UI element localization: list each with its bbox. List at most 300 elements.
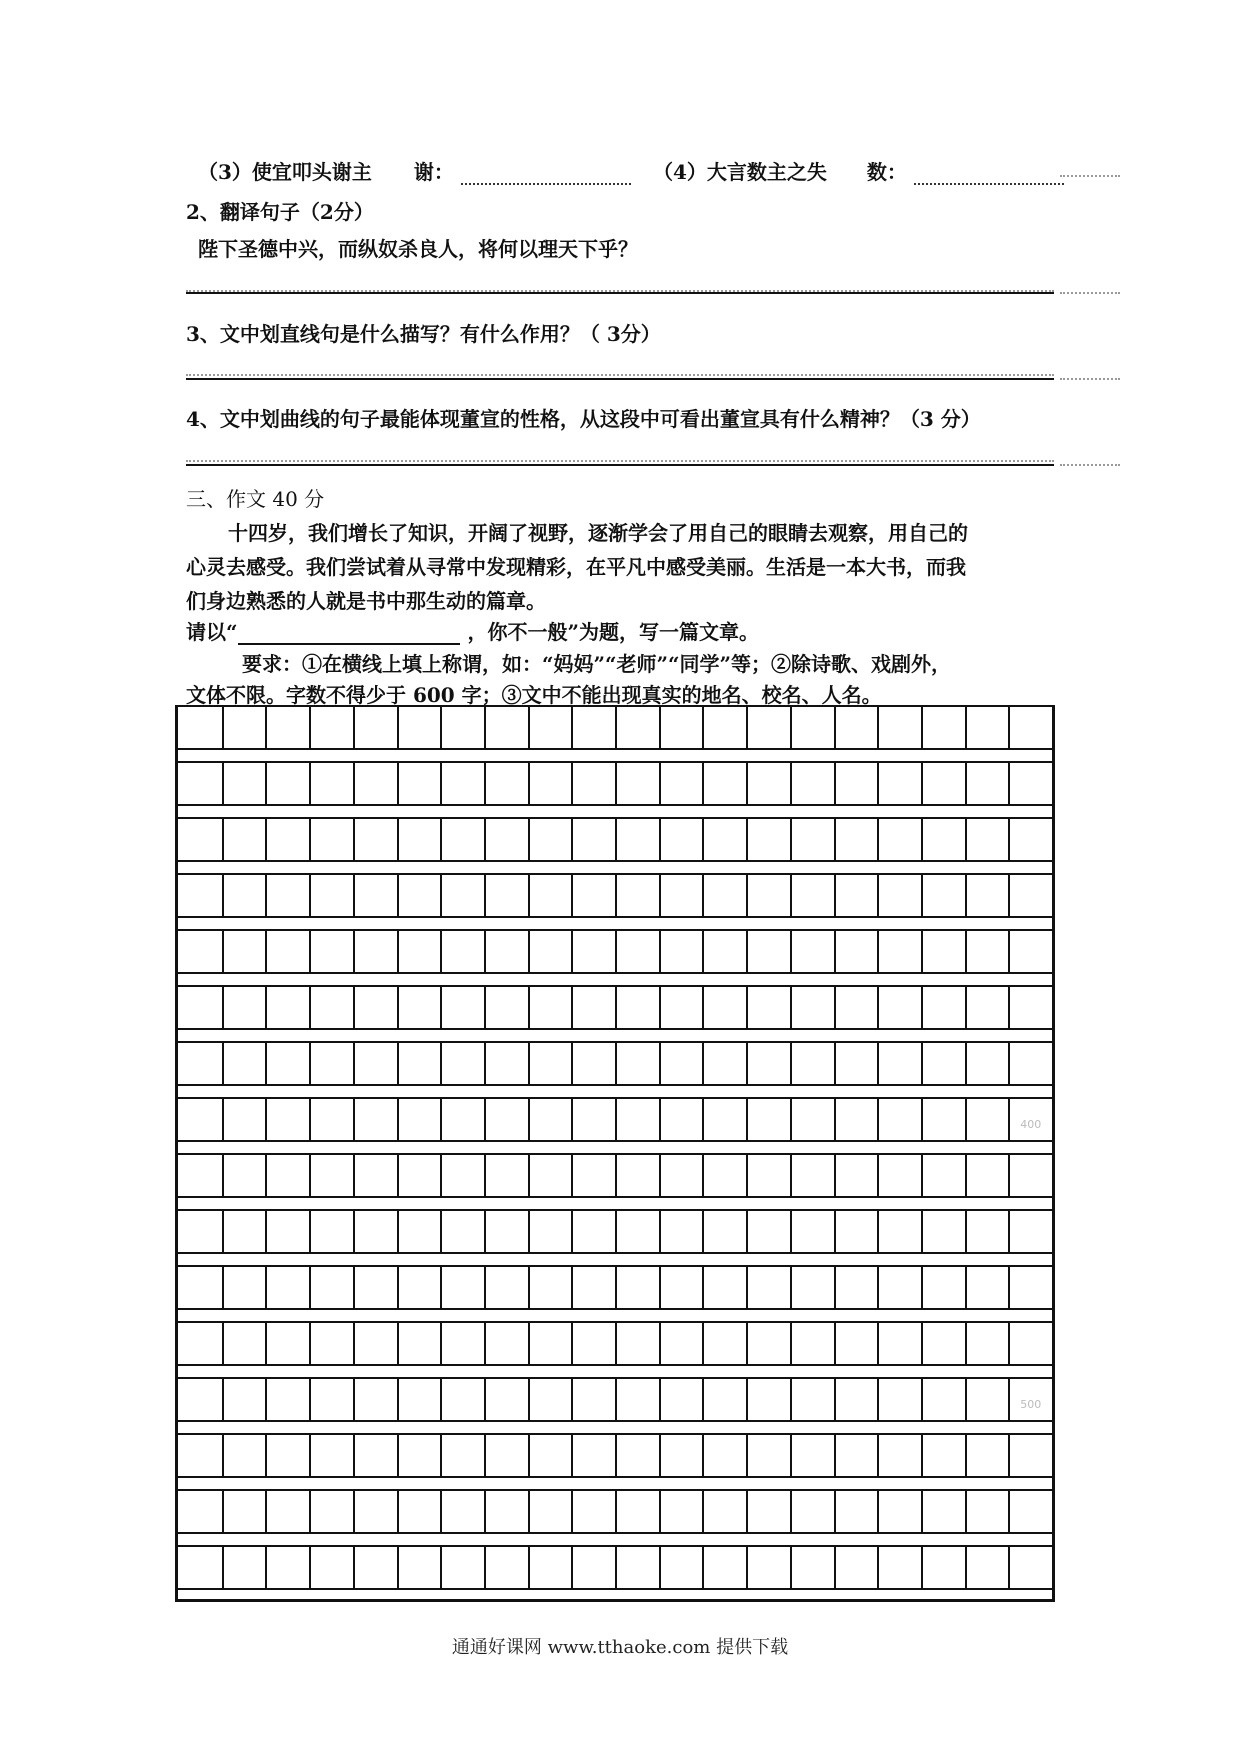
grid-cell[interactable] xyxy=(397,1379,441,1420)
grid-cell[interactable] xyxy=(965,1043,1009,1084)
grid-cell[interactable] xyxy=(397,1547,441,1588)
grid-cell[interactable] xyxy=(921,1435,965,1476)
grid-cell[interactable] xyxy=(790,1043,834,1084)
grid-cell[interactable] xyxy=(702,987,746,1028)
grid-cell[interactable] xyxy=(965,1323,1009,1364)
grid-cell[interactable] xyxy=(265,1491,309,1532)
grid-cell[interactable] xyxy=(353,931,397,972)
grid-cell[interactable] xyxy=(440,1379,484,1420)
grid-cell[interactable] xyxy=(615,1491,659,1532)
grid-cell[interactable] xyxy=(1008,1211,1052,1252)
essay-title-blank[interactable] xyxy=(238,625,460,645)
grid-cell[interactable] xyxy=(571,875,615,916)
grid-cell[interactable] xyxy=(528,1323,572,1364)
grid-cell[interactable] xyxy=(965,1267,1009,1308)
grid-cell[interactable] xyxy=(659,1155,703,1196)
grid-cell[interactable] xyxy=(834,819,878,860)
grid-cell[interactable] xyxy=(659,1267,703,1308)
grid-cell[interactable] xyxy=(484,1267,528,1308)
grid-cell[interactable] xyxy=(222,1323,266,1364)
grid-cell[interactable] xyxy=(528,1043,572,1084)
grid-cell[interactable] xyxy=(309,1323,353,1364)
grid-cell[interactable] xyxy=(353,1379,397,1420)
grid-cell[interactable] xyxy=(397,763,441,804)
grid-cell[interactable] xyxy=(222,987,266,1028)
grid-cell[interactable] xyxy=(484,875,528,916)
grid-cell[interactable] xyxy=(178,1547,222,1588)
grid-cell[interactable] xyxy=(484,1435,528,1476)
grid-cell[interactable] xyxy=(397,1099,441,1140)
grid-cell[interactable] xyxy=(265,875,309,916)
grid-cell[interactable] xyxy=(309,1043,353,1084)
grid-cell[interactable] xyxy=(1008,1323,1052,1364)
grid-cell[interactable] xyxy=(746,875,790,916)
grid-cell[interactable] xyxy=(178,1099,222,1140)
grid-cell[interactable] xyxy=(222,1155,266,1196)
grid-cell[interactable] xyxy=(790,1491,834,1532)
grid-cell[interactable] xyxy=(877,1491,921,1532)
grid-cell[interactable] xyxy=(659,875,703,916)
grid-cell[interactable] xyxy=(309,707,353,748)
writing-grid[interactable] xyxy=(175,705,1055,1602)
grid-cell[interactable] xyxy=(877,1323,921,1364)
grid-cell[interactable] xyxy=(1008,1435,1052,1476)
grid-cell[interactable] xyxy=(309,1379,353,1420)
grid-cell[interactable] xyxy=(965,1099,1009,1140)
grid-cell[interactable] xyxy=(528,1099,572,1140)
grid-cell[interactable] xyxy=(965,1491,1009,1532)
grid-cell[interactable] xyxy=(659,763,703,804)
grid-cell[interactable] xyxy=(702,1547,746,1588)
grid-cell[interactable] xyxy=(921,1379,965,1420)
grid-cell[interactable] xyxy=(440,1043,484,1084)
grid-cell[interactable] xyxy=(746,1267,790,1308)
grid-cell[interactable] xyxy=(222,1267,266,1308)
grid-cell[interactable] xyxy=(702,1323,746,1364)
grid-cell[interactable] xyxy=(397,819,441,860)
grid-cell[interactable] xyxy=(222,819,266,860)
grid-cell[interactable] xyxy=(484,1155,528,1196)
grid-cell[interactable] xyxy=(353,1435,397,1476)
grid-cell[interactable] xyxy=(702,1211,746,1252)
grid-cell[interactable] xyxy=(571,1211,615,1252)
grid-cell[interactable] xyxy=(965,1155,1009,1196)
grid-cell[interactable] xyxy=(440,763,484,804)
grid-cell[interactable] xyxy=(790,763,834,804)
grid-cell[interactable] xyxy=(178,1491,222,1532)
grid-cell[interactable] xyxy=(790,1323,834,1364)
grid-cell[interactable] xyxy=(440,931,484,972)
grid-cell[interactable] xyxy=(965,1211,1009,1252)
grid-cell[interactable] xyxy=(484,931,528,972)
grid-cell[interactable] xyxy=(178,1267,222,1308)
grid-cell[interactable] xyxy=(965,875,1009,916)
grid-cell[interactable] xyxy=(222,1211,266,1252)
grid-cell[interactable] xyxy=(834,1043,878,1084)
grid-cell[interactable] xyxy=(659,707,703,748)
grid-cell[interactable] xyxy=(265,1323,309,1364)
grid-cell[interactable] xyxy=(571,1435,615,1476)
grid-cell[interactable] xyxy=(178,1043,222,1084)
grid-cell[interactable] xyxy=(877,1267,921,1308)
grid-cell[interactable] xyxy=(921,763,965,804)
grid-cell[interactable] xyxy=(440,1155,484,1196)
grid-cell[interactable] xyxy=(790,875,834,916)
grid-cell[interactable] xyxy=(746,763,790,804)
grid-cell[interactable] xyxy=(834,1547,878,1588)
grid-cell[interactable] xyxy=(528,1547,572,1588)
grid-cell[interactable] xyxy=(484,1043,528,1084)
grid-cell[interactable] xyxy=(353,707,397,748)
grid-cell[interactable] xyxy=(877,707,921,748)
grid-cell[interactable] xyxy=(178,1379,222,1420)
grid-cell[interactable] xyxy=(265,1211,309,1252)
grid-cell[interactable] xyxy=(265,763,309,804)
grid-cell[interactable] xyxy=(746,1099,790,1140)
grid-cell[interactable] xyxy=(222,763,266,804)
grid-cell[interactable] xyxy=(440,819,484,860)
grid-cell[interactable] xyxy=(484,1547,528,1588)
grid-cell[interactable] xyxy=(178,875,222,916)
grid-cell[interactable] xyxy=(790,1547,834,1588)
grid-cell[interactable] xyxy=(877,763,921,804)
grid-cell[interactable] xyxy=(528,987,572,1028)
grid-cell[interactable] xyxy=(571,819,615,860)
grid-cell[interactable] xyxy=(1008,987,1052,1028)
grid-cell[interactable] xyxy=(659,1211,703,1252)
grid-cell[interactable] xyxy=(571,1043,615,1084)
grid-cell[interactable] xyxy=(965,987,1009,1028)
grid-cell[interactable] xyxy=(265,931,309,972)
grid-cell[interactable] xyxy=(659,1379,703,1420)
grid-cell[interactable] xyxy=(965,763,1009,804)
grid-cell[interactable] xyxy=(440,1211,484,1252)
grid-cell[interactable] xyxy=(353,1155,397,1196)
grid-cell[interactable] xyxy=(440,987,484,1028)
grid-cell[interactable] xyxy=(484,1491,528,1532)
grid-cell[interactable] xyxy=(397,1435,441,1476)
grid-cell[interactable] xyxy=(615,1043,659,1084)
grid-cell[interactable] xyxy=(702,763,746,804)
grid-cell[interactable] xyxy=(397,1267,441,1308)
grid-cell[interactable] xyxy=(921,1211,965,1252)
grid-cell[interactable] xyxy=(265,1379,309,1420)
grid-cell[interactable] xyxy=(178,1155,222,1196)
grid-cell[interactable] xyxy=(1008,707,1052,748)
grid-cell[interactable] xyxy=(1008,1155,1052,1196)
grid-cell[interactable] xyxy=(571,1267,615,1308)
grid-cell[interactable] xyxy=(746,1379,790,1420)
grid-cell[interactable] xyxy=(309,1435,353,1476)
grid-cell[interactable] xyxy=(834,1323,878,1364)
grid-cell[interactable] xyxy=(265,1099,309,1140)
grid-cell[interactable] xyxy=(659,819,703,860)
grid-cell[interactable] xyxy=(702,1491,746,1532)
grid-cell[interactable] xyxy=(834,707,878,748)
grid-cell[interactable] xyxy=(615,1267,659,1308)
grid-cell[interactable] xyxy=(615,1099,659,1140)
grid-cell[interactable] xyxy=(571,763,615,804)
grid-cell[interactable] xyxy=(222,1491,266,1532)
grid-cell[interactable] xyxy=(877,875,921,916)
grid-cell[interactable] xyxy=(746,1043,790,1084)
grid-cell[interactable] xyxy=(702,875,746,916)
grid-cell[interactable] xyxy=(484,819,528,860)
grid-cell[interactable] xyxy=(309,1267,353,1308)
grid-cell[interactable] xyxy=(746,931,790,972)
grid-cell[interactable] xyxy=(440,1323,484,1364)
grid-cell[interactable] xyxy=(965,1435,1009,1476)
grid-cell[interactable] xyxy=(659,1491,703,1532)
grid-cell[interactable] xyxy=(353,1547,397,1588)
grid-cell[interactable] xyxy=(571,1155,615,1196)
grid-cell[interactable] xyxy=(353,1267,397,1308)
grid-cell[interactable] xyxy=(528,763,572,804)
grid-cell[interactable] xyxy=(265,707,309,748)
grid-cell[interactable] xyxy=(222,1043,266,1084)
grid-cell[interactable] xyxy=(790,1155,834,1196)
grid-cell[interactable] xyxy=(659,987,703,1028)
grid-cell[interactable] xyxy=(746,819,790,860)
grid-cell[interactable] xyxy=(353,1323,397,1364)
grid-cell[interactable] xyxy=(921,1267,965,1308)
grid-cell[interactable] xyxy=(702,1267,746,1308)
grid-cell[interactable] xyxy=(659,1099,703,1140)
grid-cell[interactable] xyxy=(484,1379,528,1420)
grid-cell[interactable] xyxy=(528,875,572,916)
grid-cell[interactable] xyxy=(178,819,222,860)
grid-cell[interactable] xyxy=(397,875,441,916)
grid-cell[interactable] xyxy=(746,1323,790,1364)
grid-cell[interactable] xyxy=(921,1491,965,1532)
grid-cell[interactable] xyxy=(615,1547,659,1588)
grid-cell[interactable] xyxy=(440,1267,484,1308)
grid-cell[interactable] xyxy=(834,1211,878,1252)
grid-cell[interactable] xyxy=(921,987,965,1028)
grid-cell[interactable] xyxy=(309,1211,353,1252)
grid-cell[interactable] xyxy=(702,1435,746,1476)
grid-cell[interactable] xyxy=(746,1435,790,1476)
grid-cell[interactable] xyxy=(615,1211,659,1252)
grid-cell[interactable] xyxy=(615,987,659,1028)
grid-cell[interactable] xyxy=(440,1099,484,1140)
grid-cell[interactable] xyxy=(746,987,790,1028)
grid-cell[interactable] xyxy=(659,1323,703,1364)
grid-cell[interactable] xyxy=(178,987,222,1028)
grid-cell[interactable] xyxy=(834,1435,878,1476)
grid-cell[interactable] xyxy=(309,1491,353,1532)
grid-cell[interactable] xyxy=(877,1155,921,1196)
grid-cell[interactable] xyxy=(834,875,878,916)
grid-cell[interactable] xyxy=(921,931,965,972)
grid-cell[interactable] xyxy=(571,1379,615,1420)
grid-cell[interactable] xyxy=(702,1099,746,1140)
grid-cell[interactable] xyxy=(746,707,790,748)
grid-cell[interactable] xyxy=(222,1379,266,1420)
grid-cell[interactable] xyxy=(484,763,528,804)
grid-cell[interactable] xyxy=(965,707,1009,748)
grid-cell[interactable] xyxy=(615,819,659,860)
grid-cell[interactable] xyxy=(265,1435,309,1476)
grid-cell[interactable] xyxy=(790,819,834,860)
grid-cell[interactable] xyxy=(659,1043,703,1084)
grid-cell[interactable] xyxy=(178,763,222,804)
grid-cell[interactable] xyxy=(178,1435,222,1476)
grid-cell[interactable] xyxy=(397,707,441,748)
grid-cell[interactable] xyxy=(1008,1491,1052,1532)
grid-cell[interactable] xyxy=(790,1211,834,1252)
grid-cell[interactable] xyxy=(1008,763,1052,804)
grid-cell[interactable] xyxy=(965,1379,1009,1420)
grid-cell[interactable] xyxy=(921,875,965,916)
grid-cell[interactable] xyxy=(834,987,878,1028)
grid-cell[interactable] xyxy=(790,931,834,972)
grid-cell[interactable] xyxy=(790,987,834,1028)
grid-cell[interactable] xyxy=(877,819,921,860)
grid-cell[interactable] xyxy=(484,1323,528,1364)
grid-cell[interactable] xyxy=(877,1435,921,1476)
q1-item4-blank[interactable] xyxy=(914,165,1064,185)
grid-cell[interactable] xyxy=(309,931,353,972)
grid-cell[interactable] xyxy=(571,1547,615,1588)
grid-cell[interactable] xyxy=(353,763,397,804)
grid-cell[interactable] xyxy=(702,1043,746,1084)
grid-cell[interactable] xyxy=(921,1155,965,1196)
grid-cell[interactable] xyxy=(353,1491,397,1532)
grid-cell[interactable] xyxy=(309,1155,353,1196)
q3-answer-line[interactable] xyxy=(186,378,1054,380)
grid-cell[interactable] xyxy=(834,1379,878,1420)
grid-cell[interactable] xyxy=(921,707,965,748)
grid-cell[interactable] xyxy=(834,931,878,972)
grid-cell[interactable] xyxy=(790,1379,834,1420)
grid-cell[interactable] xyxy=(528,931,572,972)
grid-cell[interactable] xyxy=(702,819,746,860)
grid-cell[interactable] xyxy=(965,819,1009,860)
grid-cell[interactable] xyxy=(484,1099,528,1140)
grid-cell[interactable] xyxy=(877,1099,921,1140)
grid-cell[interactable] xyxy=(1008,819,1052,860)
grid-cell[interactable] xyxy=(877,1043,921,1084)
grid-cell[interactable] xyxy=(222,707,266,748)
grid-cell[interactable] xyxy=(834,1099,878,1140)
grid-cell[interactable] xyxy=(571,931,615,972)
grid-cell[interactable] xyxy=(222,875,266,916)
grid-cell[interactable] xyxy=(265,1043,309,1084)
grid-cell[interactable] xyxy=(615,1155,659,1196)
grid-cell[interactable] xyxy=(265,1547,309,1588)
grid-cell[interactable] xyxy=(265,1267,309,1308)
grid-cell[interactable] xyxy=(615,763,659,804)
grid-cell[interactable] xyxy=(746,1547,790,1588)
grid-cell[interactable] xyxy=(571,1323,615,1364)
grid-cell[interactable] xyxy=(615,1323,659,1364)
grid-cell[interactable] xyxy=(702,707,746,748)
grid-cell[interactable] xyxy=(528,707,572,748)
q1-item3-blank[interactable] xyxy=(461,165,631,185)
grid-cell[interactable] xyxy=(309,987,353,1028)
grid-cell[interactable] xyxy=(178,1211,222,1252)
grid-cell[interactable] xyxy=(746,1491,790,1532)
grid-cell[interactable] xyxy=(440,1435,484,1476)
grid-cell[interactable] xyxy=(571,987,615,1028)
grid-cell[interactable] xyxy=(397,987,441,1028)
grid-cell[interactable] xyxy=(309,1099,353,1140)
grid-cell[interactable] xyxy=(921,819,965,860)
grid-cell[interactable] xyxy=(440,1491,484,1532)
grid-cell[interactable] xyxy=(353,819,397,860)
grid-cell[interactable] xyxy=(965,931,1009,972)
grid-cell[interactable] xyxy=(790,1267,834,1308)
grid-cell[interactable] xyxy=(921,1547,965,1588)
grid-cell[interactable] xyxy=(484,1211,528,1252)
grid-cell[interactable] xyxy=(834,1491,878,1532)
grid-cell[interactable] xyxy=(528,1491,572,1532)
grid-cell[interactable] xyxy=(921,1043,965,1084)
grid-cell[interactable] xyxy=(877,1211,921,1252)
grid-cell[interactable] xyxy=(877,931,921,972)
grid-cell[interactable] xyxy=(615,1379,659,1420)
grid-cell[interactable] xyxy=(440,707,484,748)
grid-cell[interactable] xyxy=(309,1547,353,1588)
grid-cell[interactable] xyxy=(353,987,397,1028)
grid-cell[interactable] xyxy=(615,707,659,748)
grid-cell[interactable] xyxy=(1008,1547,1052,1588)
grid-cell[interactable] xyxy=(615,931,659,972)
grid-cell[interactable] xyxy=(615,875,659,916)
grid-cell[interactable] xyxy=(702,931,746,972)
grid-cell[interactable] xyxy=(834,1155,878,1196)
grid-cell[interactable] xyxy=(178,931,222,972)
grid-cell[interactable] xyxy=(397,1211,441,1252)
grid-cell[interactable] xyxy=(877,1547,921,1588)
grid-cell[interactable] xyxy=(659,931,703,972)
grid-cell[interactable] xyxy=(659,1435,703,1476)
grid-cell[interactable] xyxy=(397,1043,441,1084)
grid-cell[interactable] xyxy=(440,1547,484,1588)
grid-cell[interactable] xyxy=(528,1267,572,1308)
grid-cell[interactable] xyxy=(746,1211,790,1252)
grid-cell[interactable] xyxy=(790,707,834,748)
grid-cell[interactable] xyxy=(397,1323,441,1364)
grid-cell[interactable] xyxy=(222,1435,266,1476)
grid-cell[interactable] xyxy=(528,819,572,860)
grid-cell[interactable] xyxy=(397,1491,441,1532)
grid-cell[interactable] xyxy=(1008,875,1052,916)
grid-cell[interactable] xyxy=(790,1099,834,1140)
q2-answer-line[interactable] xyxy=(186,292,1054,294)
grid-cell[interactable] xyxy=(265,987,309,1028)
grid-cell[interactable] xyxy=(353,875,397,916)
grid-cell[interactable] xyxy=(1008,1043,1052,1084)
grid-cell[interactable] xyxy=(877,1379,921,1420)
grid-cell[interactable] xyxy=(309,819,353,860)
grid-cell[interactable] xyxy=(353,1043,397,1084)
grid-cell[interactable] xyxy=(834,763,878,804)
grid-cell[interactable] xyxy=(921,1099,965,1140)
grid-cell[interactable] xyxy=(659,1547,703,1588)
grid-cell[interactable] xyxy=(528,1211,572,1252)
grid-cell[interactable] xyxy=(484,987,528,1028)
grid-cell[interactable] xyxy=(484,707,528,748)
grid-cell[interactable] xyxy=(790,1435,834,1476)
grid-cell[interactable] xyxy=(265,819,309,860)
grid-cell[interactable] xyxy=(746,1155,790,1196)
grid-cell[interactable] xyxy=(528,1379,572,1420)
grid-cell[interactable] xyxy=(702,1155,746,1196)
grid-cell[interactable] xyxy=(397,931,441,972)
q4-answer-line[interactable] xyxy=(186,464,1054,466)
